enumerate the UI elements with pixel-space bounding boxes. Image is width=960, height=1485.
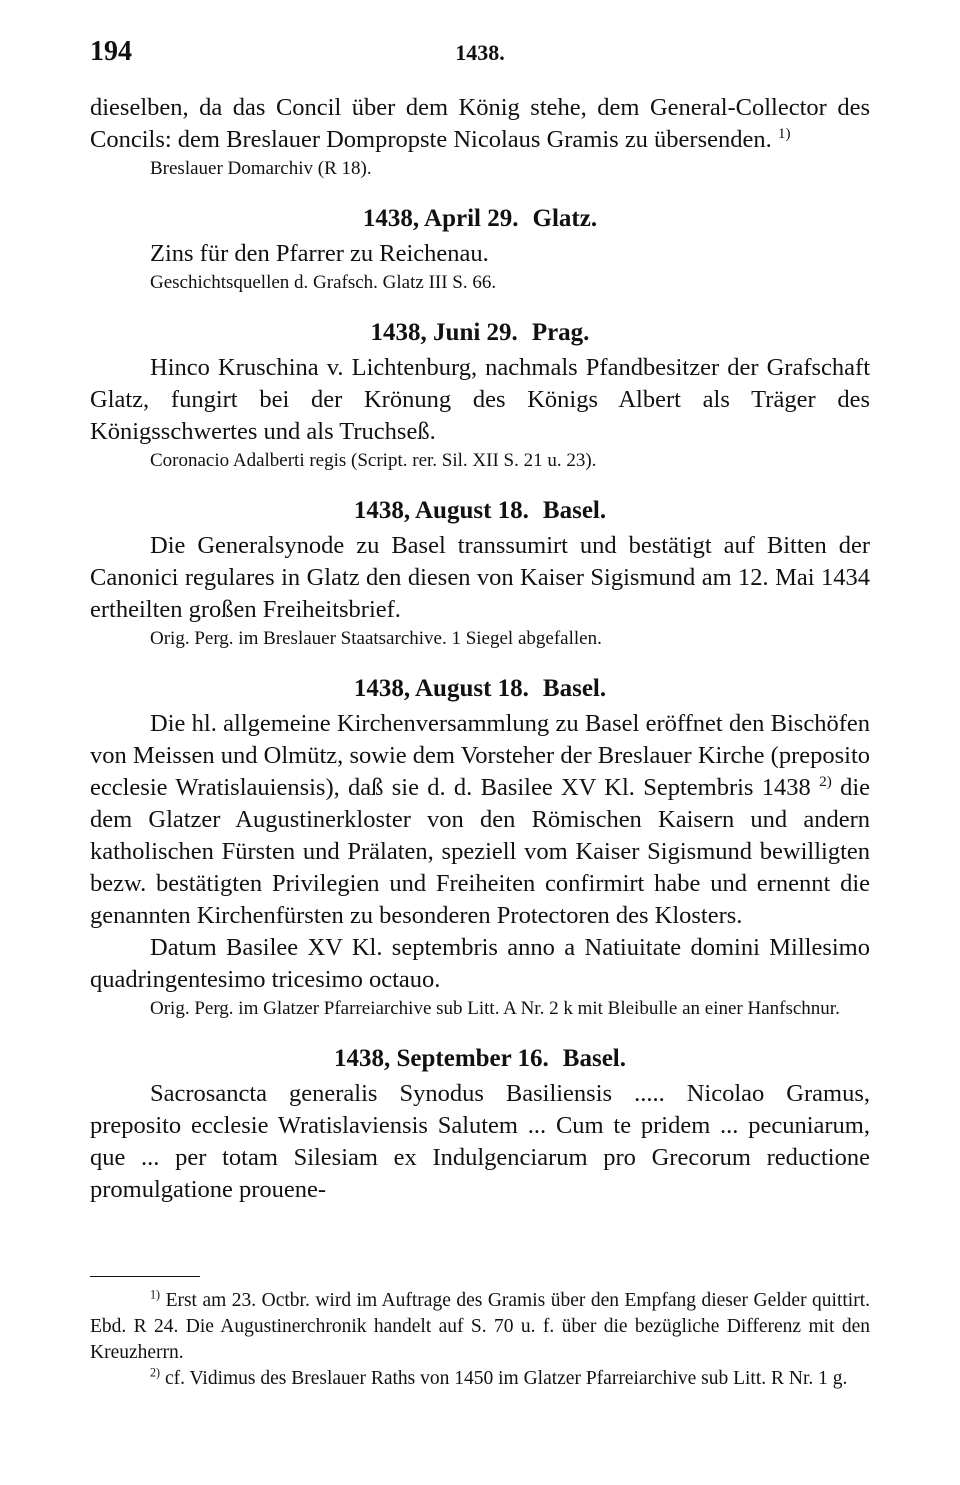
footnote-mark: 1)	[150, 1287, 161, 1302]
footnote-ref: 2)	[819, 772, 832, 790]
entry-text: Die Generalsynode zu Basel transsumirt und bestätigt auf Bitten der Canonici regulares in Glatz den diesen von Kaiser Sigismund am 12. Mai 1434 ertheilten großen Freiheitsbrief.	[90, 532, 870, 623]
document-entry	[90, 314, 870, 474]
page-body	[90, 92, 870, 1206]
entry-place: Basel.	[542, 675, 607, 702]
footnotes	[90, 1288, 870, 1392]
footnote-mark: 2)	[150, 1365, 161, 1380]
entry-text-latin: Datum Basilee XV Kl. septembris anno a Natiuitate domini Millesimo quadringentesimo tricesimo octauo.	[90, 934, 870, 993]
entry-place: Basel.	[562, 1045, 626, 1072]
entry-date: 1438, August 18. Basel.	[353, 675, 607, 702]
entry-text: Die hl. allgemeine Kirchenversammlung zu Basel eröffnet den Bischöfen von Meissen und Olmütz, sowie dem Vorsteher der Breslauer Kirche (preposito ecclesie Wratislauiensis), daß sie d. d. Basilee XV Kl. Septembris 1438 $^{2)}$ die dem Glatzer Augustinerkloster von den Römischen Kaisern und andern katholischen Fürsten und Prälaten, speziell vom Kaiser Sigismund bewilligten bezw. bestätigten Privilegien und Freiheiten confirmirt habe und ernennt die genannten Kirchenfürsten zu besonderen Protectoren des Klosters.	[90, 710, 870, 929]
footnote: $^{1)}$ Erst am 23. Octbr. wird im Auftrage des Gramis über den Empfang dieser Gelder quittirt. Ebd. R 24. Die Augustinerchronik handelt auf S. 70 u. f. über die bezügliche Differenz mit den Kreuzherrn.	[90, 1287, 871, 1363]
entry-date: 1438, Juni 29. Prag.	[370, 319, 590, 346]
entry-place: Basel.	[542, 497, 607, 524]
entry-date: 1438, September 16. Basel.	[334, 1045, 626, 1072]
document-entry	[90, 492, 870, 652]
footnote: $^{2)}$ cf. Vidimus des Breslauer Raths von 1450 im Glatzer Pfarreiarchive sub Litt. R Nr. 1 g.	[150, 1365, 848, 1389]
entry-text: dieselben, da das Concil über dem König stehe, dem General-Collector des Concils: dem Breslauer Dompropste Nicolaus Gramis zu übersenden. $^{1)}$	[90, 94, 870, 153]
entry-source: Orig. Perg. im Glatzer Pfarreiarchive sub Litt. A Nr. 2 k mit Bleibulle an einer Hanfschnur.	[150, 998, 840, 1019]
document-entry	[90, 670, 870, 1022]
page-header	[90, 36, 870, 76]
entry-source: Breslauer Domarchiv (R 18).	[150, 158, 372, 179]
entry-date: 1438, August 18. Basel.	[353, 497, 607, 524]
entry-place: Prag.	[531, 319, 590, 346]
intro-continuation	[90, 92, 870, 182]
entry-source: Orig. Perg. im Breslauer Staatsarchive. 1 Siegel abgefallen.	[150, 628, 602, 649]
footnote-rule	[90, 1276, 200, 1277]
running-head: 1438.	[455, 40, 505, 65]
entry-source: Geschichtsquellen d. Grafsch. Glatz III S. 66.	[150, 272, 497, 293]
entry-text: Sacrosancta generalis Synodus Basiliensis ..... Nicolao Gramus, preposito ecclesie Wratislaviensis Salutem ... Cum te pridem ... pecuniarum, que ... per totam Silesiam ex Indulgenciarum pro Grecorum reductione promulgatione prouene-	[90, 1080, 870, 1203]
entry-source: Coronacio Adalberti regis (Script. rer. Sil. XII S. 21 u. 23).	[150, 450, 597, 471]
document-entry	[90, 200, 870, 296]
page-number: 194	[90, 36, 132, 67]
entry-text: Zins für den Pfarrer zu Reichenau.	[150, 240, 489, 267]
entry-place: Glatz.	[532, 205, 598, 232]
entry-text: Hinco Kruschina v. Lichtenburg, nachmals Pfandbesitzer der Grafschaft Glatz, fungirt bei der Krönung des Königs Albert als Träger des Königsschwertes und als Truchseß.	[90, 354, 870, 445]
entry-date: 1438, April 29. Glatz.	[362, 205, 598, 232]
footnote-ref: 1)	[777, 124, 791, 142]
document-entry	[90, 1040, 870, 1206]
